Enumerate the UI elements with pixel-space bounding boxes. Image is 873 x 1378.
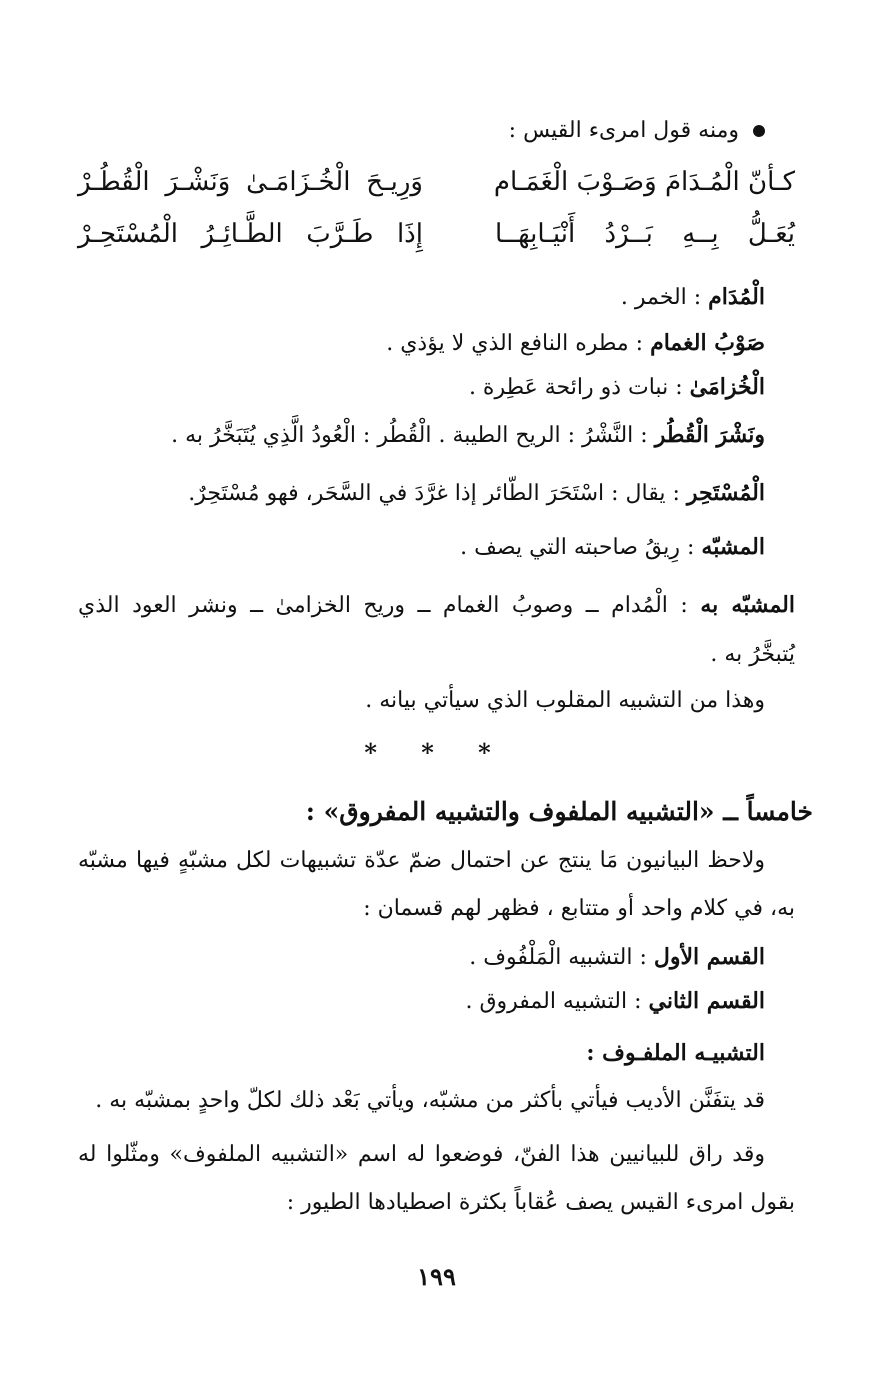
paragraph-line: ولاحظ البيانيون مَا ينتج عن احتمال ضمّ عدّة تشبيهات لكل مشبّهٍ فيها مشبّه — [78, 848, 765, 873]
glossary-term: الْخُزامَىٰ — [689, 374, 765, 400]
section-item — [78, 986, 765, 1017]
glossary-item — [78, 282, 765, 313]
mushabbah-bihi-line — [78, 590, 795, 621]
section-text: : التشبيه المفروق . — [465, 989, 642, 1014]
glossary-term: الْمُدَام — [708, 284, 765, 310]
verse-row-2 — [78, 214, 795, 254]
mushabbah-bihi-text: : الْمُدام ــ وصوبُ الغمام ــ وريح الخزامىٰ ــ ونشر العود الذي — [78, 593, 688, 618]
glossary-definition: : رِيقُ صاحبته التي يصف . — [460, 535, 695, 560]
section-separator: * * * — [364, 738, 509, 767]
verse-1-second-hemistich: وَرِيـحَ الْخُـزَامَـىٰ وَنَشْـرَ الْقُطُـرْ — [78, 167, 423, 197]
bullet-icon — [753, 125, 765, 137]
paragraph-line: قد يتفَنَّن الأديب فيأتي بأكثر من مشبّه، ويأتي بَعْد ذلك لكلّ واحدٍ بمشبّه به . — [95, 1088, 765, 1113]
glossary-definition: : الخمر . — [620, 285, 702, 310]
glossary-item — [78, 420, 765, 451]
glossary-term: المشبّه — [701, 534, 765, 560]
verse-2-first-hemistich: يُعَـلُّ بِــهِ بَــرْدُ أَنْيَـابِهَــا — [495, 219, 795, 249]
glossary-item — [78, 478, 765, 509]
page-number: ١٩٩ — [417, 1262, 456, 1291]
glossary-definition: : نبات ذو رائحة عَطِرة . — [468, 375, 683, 400]
verse-2-second-hemistich: إِذَا طَـرَّبَ الطَّـائِـرُ الْمُسْتَحِـرْ — [78, 219, 423, 249]
glossary-definition: : النَّشْرُ : الريح الطيبة . الْقُطُر : الْعُودُ الَّذِي يُتَبَخَّرُ به . — [171, 423, 648, 448]
glossary-item — [78, 328, 765, 359]
paragraph-line: بقول امرىء القيس يصف عُقاباً بكثرة اصطيادها الطيور : — [286, 1190, 795, 1215]
glossary-term: الْمُسْتَحِر — [686, 480, 765, 506]
verse-row-1 — [78, 162, 795, 202]
section-text: : التشبيه الْمَلْفُوف . — [469, 945, 647, 970]
intro-line — [78, 116, 765, 146]
glossary-term: ونَشْرَ الْقُطُر — [654, 422, 765, 448]
mushabbah-bihi-continuation: يُتبخَّرُ به . — [710, 642, 795, 667]
glossary-item — [78, 532, 765, 563]
glossary-definition: : مطره النافع الذي لا يؤذي . — [386, 331, 644, 356]
subheading: التشبيـه الملفـوف : — [586, 1040, 765, 1066]
paragraph-line: به، في كلام واحد أو متتابع ، فظهر لهم قسمان : — [363, 896, 795, 921]
glossary-item — [78, 372, 765, 403]
section-label: القسم الثاني — [648, 988, 765, 1014]
section-item — [78, 942, 765, 973]
section-heading: خامساً ــ «التشبيه الملفوف والتشبيه المفروق» : — [305, 797, 813, 826]
intro-text: ومنه قول امرىء القيس : — [508, 118, 739, 143]
section-label: القسم الأول — [653, 944, 765, 970]
mushabbah-bihi-term: المشبّه به — [700, 592, 795, 618]
maqlub-note: وهذا من التشبيه المقلوب الذي سيأتي بيانه . — [365, 688, 765, 713]
paragraph-line: وقد راق للبيانيين هذا الفنّ، فوضعوا له اسم «التشبيه الملفوف» ومثّلوا له — [78, 1142, 765, 1167]
glossary-term: صَوْبُ الغمام — [650, 330, 765, 356]
verse-1-first-hemistich: كـأنّ الْمُـدَامَ وَصَـوْبَ الْغَمَـام — [493, 167, 795, 197]
glossary-definition: : يقال : اسْتَحَرَ الطّائر إذا غرَّدَ في السَّحَر، فهو مُسْتَحِرٌ. — [188, 481, 680, 506]
